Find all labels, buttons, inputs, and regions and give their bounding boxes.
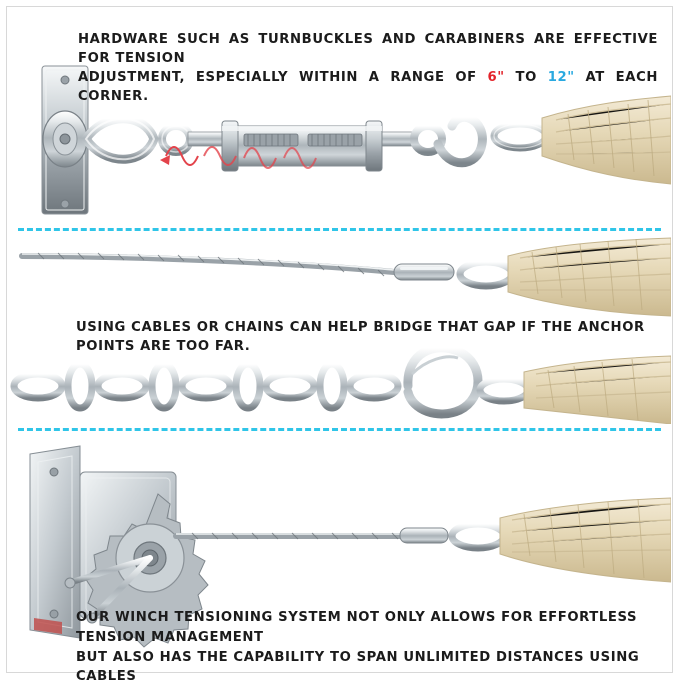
caption-1-line-2-c: AT EACH CORNER. <box>78 70 658 105</box>
thimble <box>494 124 546 148</box>
panel-turnbuckle <box>8 8 671 220</box>
measure-max: 12" <box>547 70 575 86</box>
handle-knob <box>65 578 75 588</box>
measure-min: 6" <box>487 70 505 86</box>
caption-1-line-2 <box>78 68 658 106</box>
caption-panel-3 <box>76 608 656 687</box>
caption-1-line-1: HARDWARE SUCH AS TURNBUCKLES AND CARABINERS ARE EFFECTIVE FOR TENSION <box>78 32 658 67</box>
thimble <box>460 262 512 286</box>
rope-strap <box>542 96 671 184</box>
rope-strap <box>524 356 671 424</box>
wall-bracket <box>30 446 80 638</box>
caption-3-line-2: BUT ALSO HAS THE CAPABILITY TO SPAN UNLIMITED DISTANCES USING CABLES <box>76 649 640 685</box>
divider-2 <box>18 428 661 431</box>
panel-winch <box>8 432 671 685</box>
caption-panel-1 <box>78 30 658 107</box>
spring-arrow-head <box>160 155 170 165</box>
steel-cable <box>176 533 406 539</box>
caption-1-line-2-a: ADJUSTMENT, ESPECIALLY WITHIN A RANGE OF <box>78 70 488 86</box>
caption-3-line-1: OUR WINCH TENSIONING SYSTEM NOT ONLY ALLOWS FOR EFFORTLESS TENSION MANAGEMENT <box>76 610 638 645</box>
swage-sleeve <box>394 264 454 280</box>
swage-sleeve <box>400 528 448 543</box>
caption-1-line-2-b: TO <box>504 70 548 86</box>
panel-cable-chain <box>8 228 671 424</box>
rope-strap <box>508 238 671 316</box>
chain <box>14 364 398 408</box>
caption-panel-2: USING CABLES OR CHAINS CAN HELP BRIDGE THAT GAP IF THE ANCHOR POINTS ARE TOO FAR. <box>76 320 645 355</box>
rope-strap <box>500 498 671 582</box>
steel-cable <box>22 253 394 276</box>
thimble <box>452 524 504 548</box>
thimble <box>480 379 528 401</box>
